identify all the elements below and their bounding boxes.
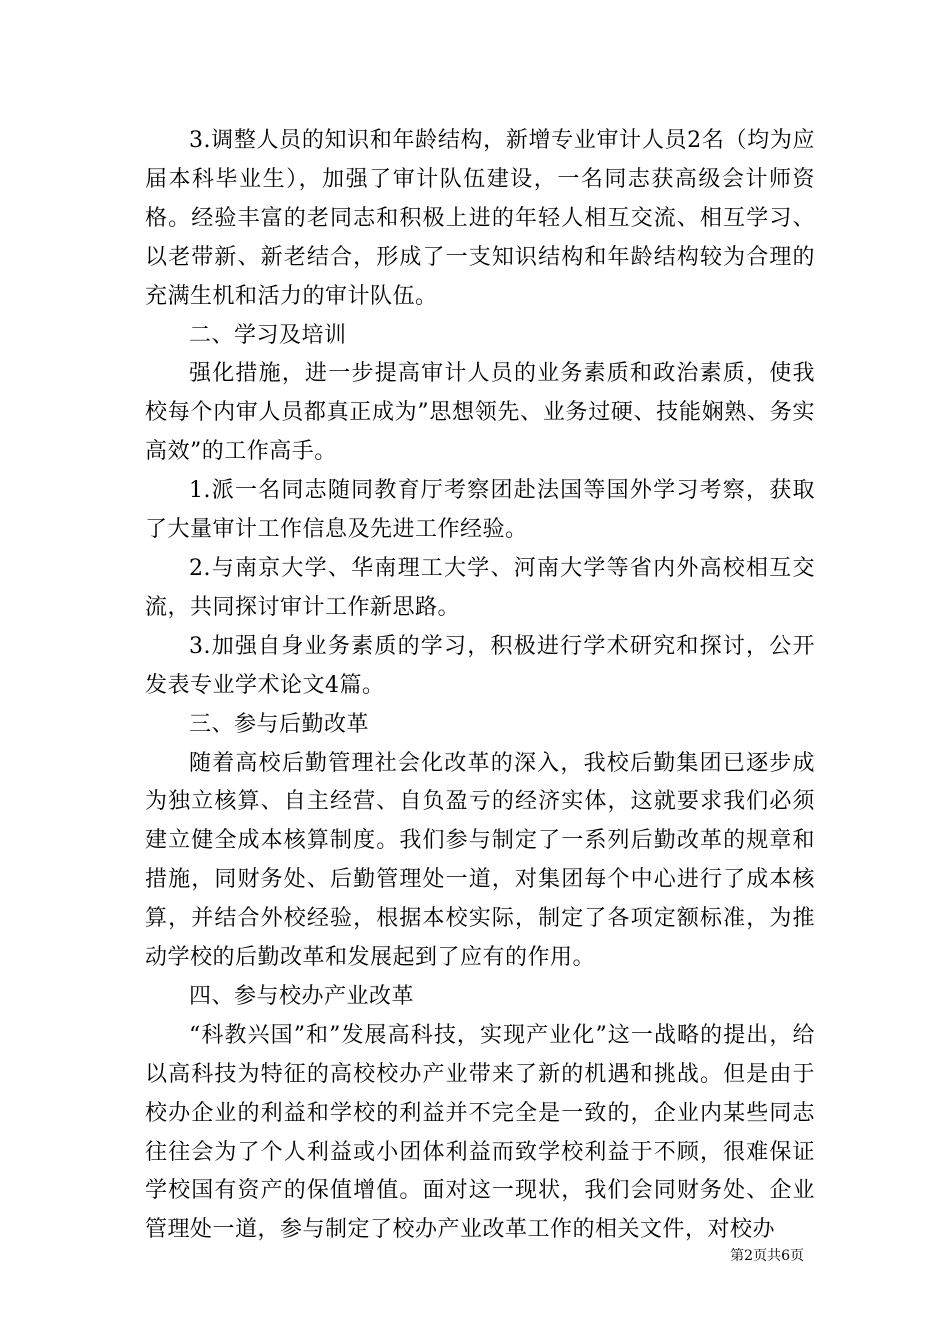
paragraph-training-item-3: 3.加强自身业务素质的学习，积极进行学术研究和探讨，公开发表专业学术论文4篇。	[145, 633, 815, 698]
paragraph-training-intro: 强化措施，进一步提高审计人员的业务素质和政治素质，使我校每个内审人员都真正成为”思想领先、业务过硬、技能娴熟、务实高效”的工作高手。	[145, 361, 815, 465]
section-heading-industry: 四、参与校办产业改革	[189, 983, 415, 1009]
page-number-label: 第2页共6页	[730, 1248, 804, 1264]
paragraph-industry-reform: “科教兴国”和”发展高科技，实现产业化”这一战略的提出，给以高科技为特征的高校校办产业带来了新的机遇和挑战。但是由于校办企业的利益和学校的利益并不完全是一致的，企业内某些同志往往会为了个人利益或小团体利益而致学校利益于不顾，很难保证学校国有资产的保值增值。面对这一现状，我们会同财务处、企业管理处一道，参与制定了校办产业改革工作的相关文件，对校办	[145, 1022, 815, 1243]
document-body	[145, 122, 815, 1250]
paragraph-training-item-2: 2.与南京大学、华南理工大学、河南大学等省内外高校相互交流，共同探讨审计工作新思路。	[145, 555, 815, 620]
page-number-footer	[730, 1247, 804, 1265]
paragraph-logistics-reform: 随着高校后勤管理社会化改革的深入，我校后勤集团已逐步成为独立核算、自主经营、自负盈亏的经济实体，这就要求我们必须建立健全成本核算制度。我们参与制定了一系列后勤改革的规章和措施，同财务处、后勤管理处一道，对集团每个中心进行了成本核算，并结合外校经验，根据本校实际，制定了各项定额标准，为推动学校的后勤改革和发展起到了应有的作用。	[145, 750, 815, 971]
section-heading-training: 二、学习及培训	[189, 322, 347, 348]
paragraph-staff-structure: 3.调整人员的知识和年龄结构，新增专业审计人员2名（均为应届本科毕业生），加强了审计队伍建设，一名同志获高级会计师资格。经验丰富的老同志和积极上进的年轻人相互交流、相互学习、以老带新、新老结合，形成了一支知识结构和年龄结构较为合理的充满生机和活力的审计队伍。	[145, 128, 815, 309]
section-heading-logistics: 三、参与后勤改革	[189, 711, 370, 737]
paragraph-training-item-1: 1.派一名同志随同教育厅考察团赴法国等国外学习考察，获取了大量审计工作信息及先进工作经验。	[145, 478, 815, 543]
